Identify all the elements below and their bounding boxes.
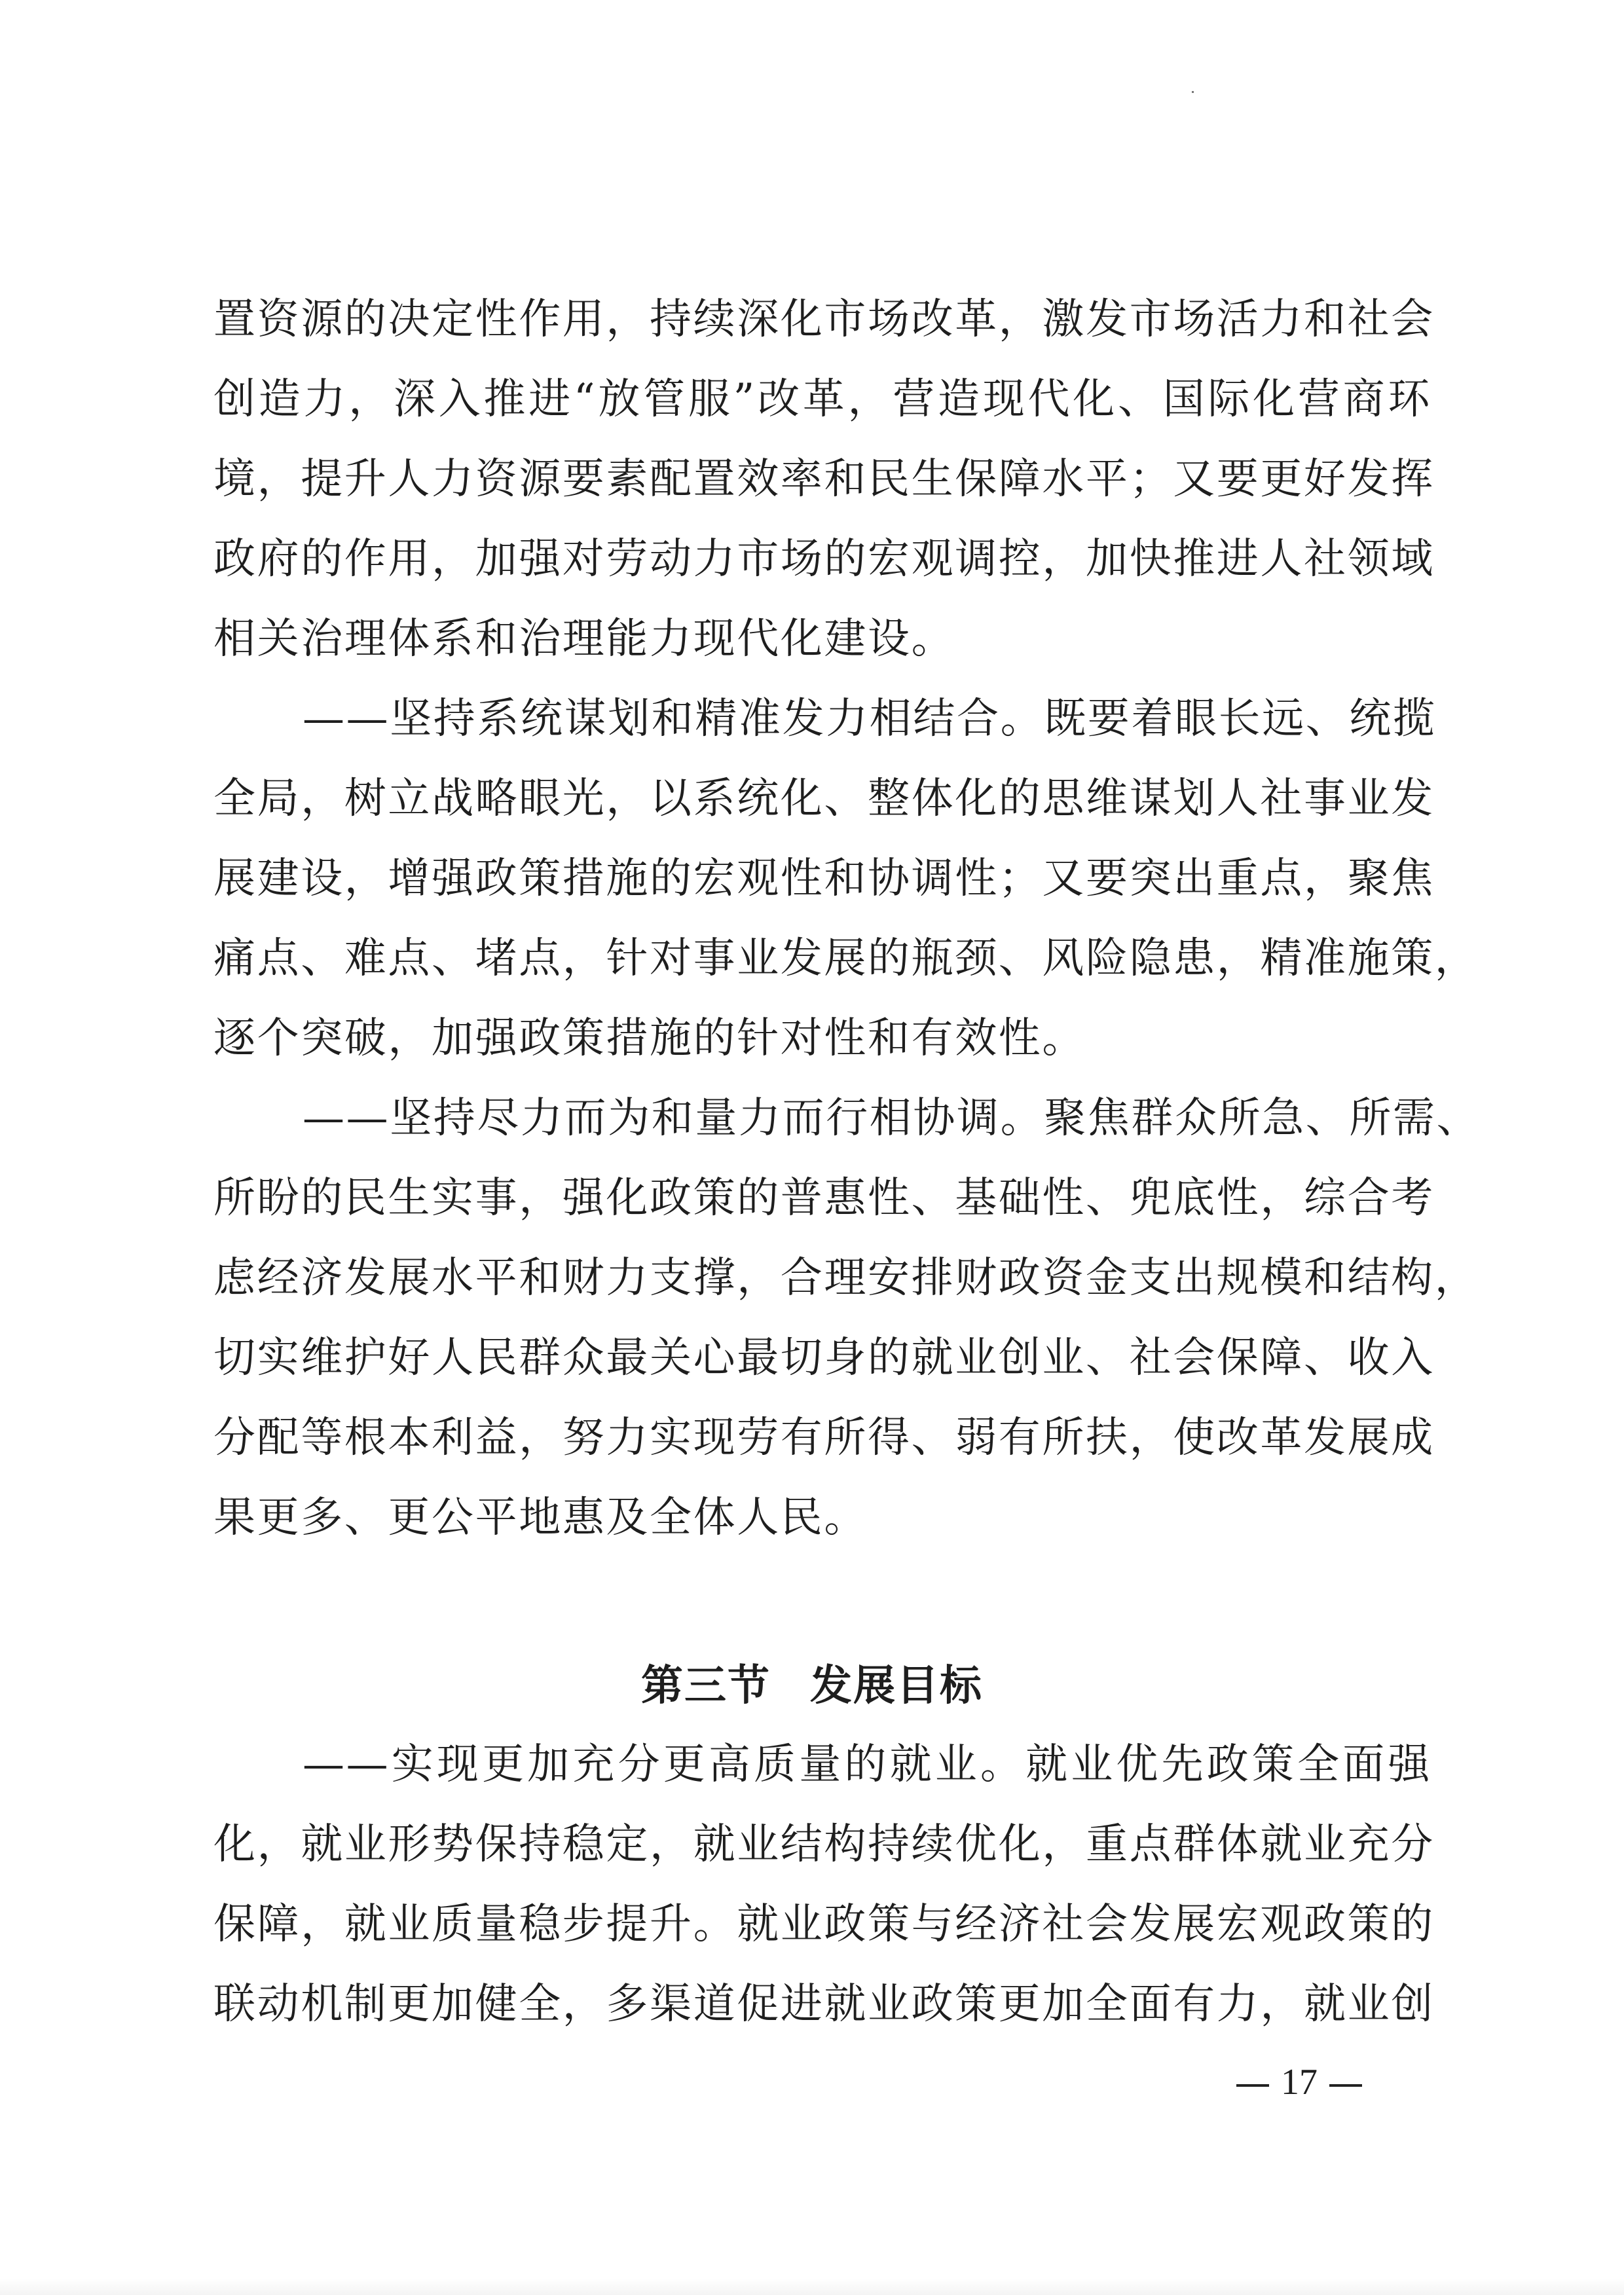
- scan-bottom-edge: [0, 2279, 1624, 2295]
- paragraph-line: 展建设，增强政策措施的宏观性和协调性；又要突出重点，聚焦: [213, 854, 1435, 903]
- paragraph-line: 分配等根本利益，努力实现劳有所得、弱有所扶，使改革发展成: [213, 1414, 1435, 1462]
- dash-right: [1329, 2084, 1362, 2087]
- paragraph-line: 创造力，深入推进“放管服”改革，营造现代化、国际化营商环: [213, 375, 1431, 424]
- paragraph-line: 境，提升人力资源要素配置效率和民生保障水平；又要更好发挥: [213, 455, 1435, 504]
- section-number: 第三节: [641, 1662, 771, 1710]
- page-number-value: 17: [1281, 2062, 1318, 2102]
- paragraph-line: 联动机制更加健全，多渠道促进就业政策更加全面有力，就业创: [213, 1980, 1435, 2029]
- scan-artifact-dot: [1192, 91, 1194, 93]
- paragraph-first-line: ——坚持系统谋划和精准发力相结合。既要着眼长远、统揽: [303, 695, 1437, 743]
- paragraph-line: 化，就业形势保持稳定，就业结构持续优化，重点群体就业充分: [213, 1820, 1435, 1869]
- paragraph-line: 置资源的决定性作用，持续深化市场改革，激发市场活力和社会: [213, 295, 1435, 344]
- paragraph-line: 所盼的民生实事，强化政策的普惠性、基础性、兜底性，综合考: [213, 1174, 1435, 1222]
- section-heading: [0, 1660, 1624, 1712]
- paragraph-line: 虑经济发展水平和财力支撑，合理安排财政资金支出规模和结构，: [213, 1254, 1479, 1302]
- paragraph-first-line: ——实现更加充分更高质量的就业。就业优先政策全面强: [303, 1740, 1431, 1789]
- paragraph-line: 政府的作用，加强对劳动力市场的宏观调控，加快推进人社领域: [213, 535, 1435, 583]
- paragraph-line: 全局，树立战略眼光，以系统化、整体化的思维谋划人社事业发: [213, 775, 1435, 823]
- paragraph-line: 切实维护好人民群众最关心最切身的就业创业、社会保障、收入: [213, 1334, 1435, 1382]
- paragraph-line: 果更多、更公平地惠及全体人民。: [213, 1494, 868, 1542]
- paragraph-first-line: ——坚持尽力而为和量力而行相协调。聚焦群众所急、所需、: [303, 1094, 1481, 1143]
- paragraph-line: 保障，就业质量稳步提升。就业政策与经济社会发展宏观政策的: [213, 1900, 1435, 1949]
- paragraph-line: 逐个突破，加强政策措施的针对性和有效性。: [213, 1014, 1086, 1063]
- dash-left: [1236, 2084, 1269, 2087]
- section-title: 发展目标: [810, 1662, 983, 1710]
- paragraph-line: 相关治理体系和治理能力现代化建设。: [213, 615, 955, 663]
- page-number: [1225, 2059, 1374, 2105]
- paragraph-line: 痛点、难点、堵点，针对事业发展的瓶颈、风险隐患，精准施策，: [213, 934, 1479, 983]
